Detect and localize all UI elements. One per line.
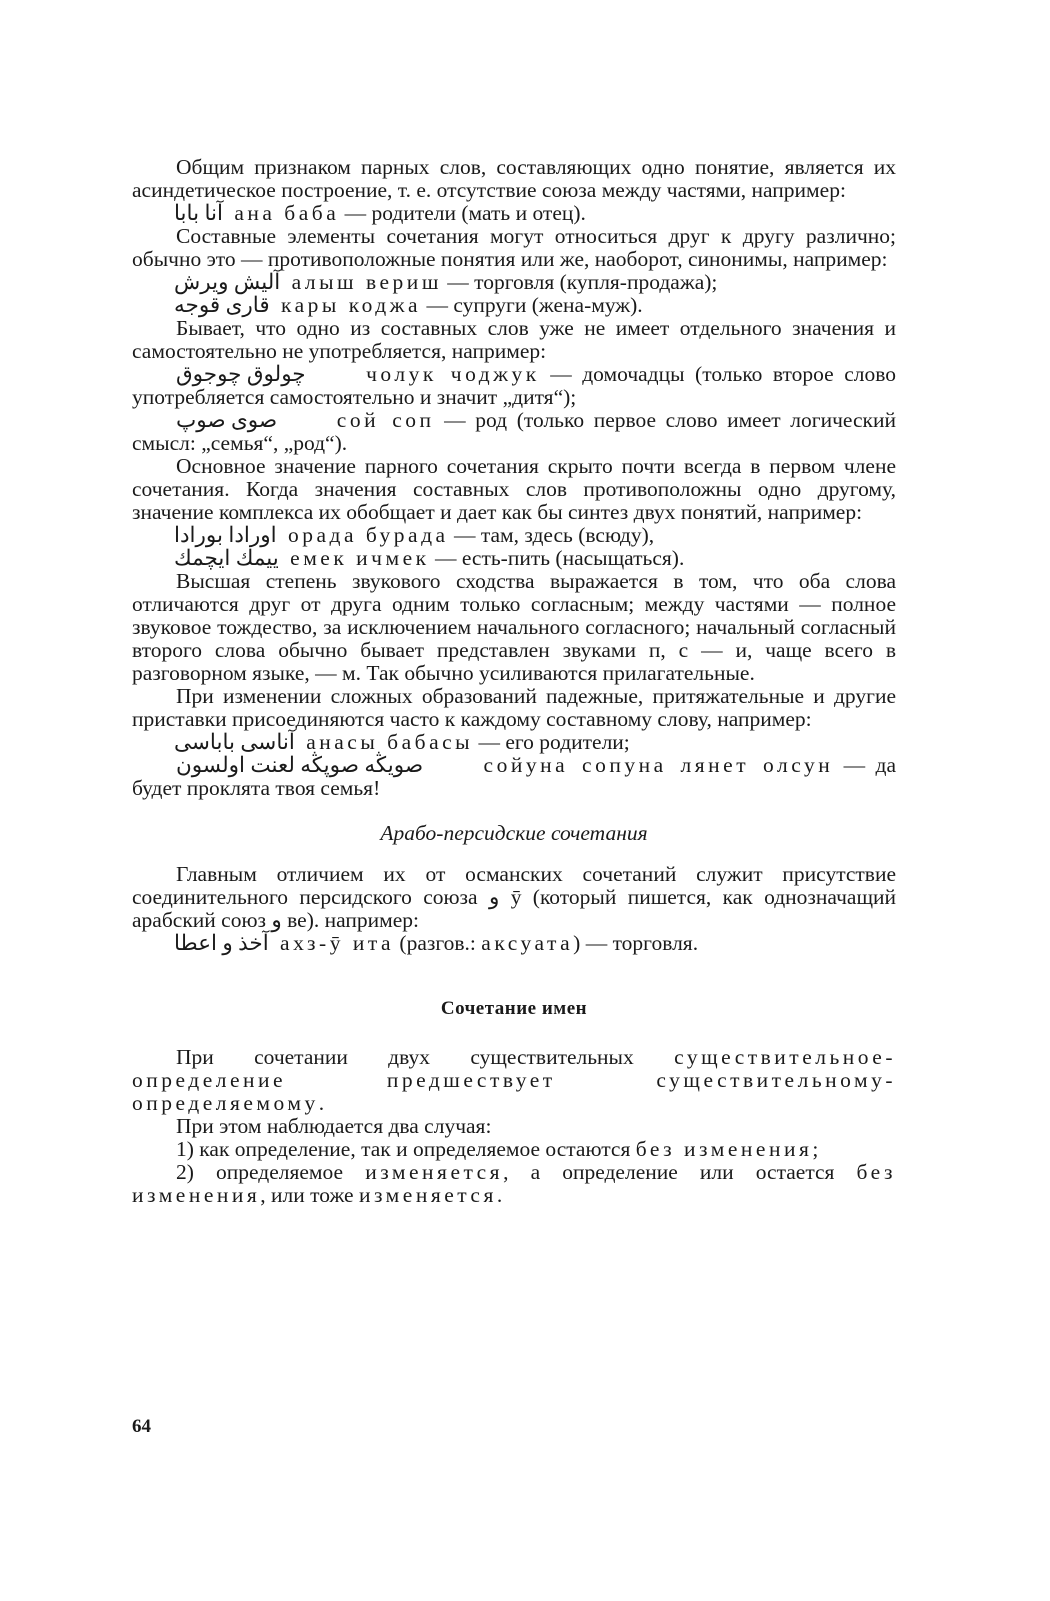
example-line — [132, 524, 896, 547]
spaced-term: без изменения — [132, 1160, 896, 1207]
paragraph: Главным отличием их от османских сочетаний служит присутствие соединительного персидского союза و ӯ (который пишется, как однозначащий арабский союз و ве). например: — [132, 862, 897, 932]
transliteration: сойуна сопуна лянет олсун — [483, 753, 834, 777]
text-run: 1) как определение, так и определяемое остаются — [176, 1137, 636, 1161]
transliteration: сой соп — [336, 408, 435, 432]
text-run: , а определение или остается — [503, 1160, 857, 1184]
paragraph: Основное значение парного сочетания скрыто почти всегда в первом члене сочетания. Когда значения составных слов противоположны одно другому, значение комплекса их обобщает и дает как бы синтез двух понятий, например: — [132, 454, 896, 524]
spaced-term: существительное-определение предшествует существительному-определяемому — [132, 1045, 896, 1115]
paragraph: При изменении сложных образований падежные, притяжательные и другие приставки присоединяются часто к каждому составному слову, например: — [132, 684, 896, 731]
text-run: 2) определяемое — [176, 1160, 366, 1184]
example-line — [132, 202, 896, 225]
arabic-script: آنا بابا — [174, 201, 223, 225]
gloss: — домочадцы (только второе слово употребляется самостоятельно и значит „дитя“); — [132, 362, 896, 409]
text-run: . — [496, 1183, 503, 1207]
spaced-term: без изменения — [635, 1137, 813, 1161]
arabic-script: ييمك ايچمك — [174, 546, 279, 570]
example-line — [132, 363, 896, 409]
transliteration: ана баба — [234, 201, 340, 225]
list-item — [132, 1138, 896, 1161]
example-line — [132, 409, 896, 455]
gloss: — торговля (купля-продажа); — [441, 270, 718, 294]
transliteration: анасы бабасы — [306, 730, 474, 754]
text-run: При сочетании двух существительных — [176, 1045, 675, 1069]
section-subheading: Арабо-персидские сочетания — [380, 821, 648, 845]
transliteration: емек ичмек — [290, 546, 430, 570]
gloss: — есть-пить (насыщаться). — [429, 546, 685, 570]
arabic-script: آناسى باباسى — [174, 730, 295, 754]
transliteration: орада бурада — [288, 523, 449, 547]
example-line — [132, 754, 896, 800]
paragraph: Общим признаком парных слов, составляющих одно понятие, является их асиндетическое построение, т. е. отсутствие союза между частями, например: — [132, 155, 896, 202]
transliteration: чолук чоджук — [366, 362, 540, 386]
arabic-script: قارى قوجه — [174, 293, 270, 317]
spaced-term: изменяется — [365, 1160, 504, 1184]
text-run: , или тоже — [260, 1183, 359, 1207]
spaced-term: изменяется — [358, 1183, 497, 1207]
paragraph: Высшая степень звукового сходства выражается в том, что оба слова отличаются друг от друга одним только согласным; между частями — полное звуковое тождество, за исключением начального согласного; начальный согласный второго слова обычно бывает представлен звуками п, с — и, чаще всего в разговорном языке, — м. Так обычно усиливаются прилагательные. — [132, 569, 896, 685]
example-line — [132, 547, 896, 570]
arabic-script: اورادا بورادا — [174, 523, 277, 547]
gloss: (разгов.: — [394, 931, 482, 955]
gloss: — там, здесь (всюду), — [448, 523, 655, 547]
gloss: — его родители; — [473, 730, 630, 754]
paragraph: Составные элементы сочетания могут относиться друг к другу различно; обычно это — противоположные понятия или же, наоборот, синонимы, например: — [132, 224, 896, 271]
section-heading: Сочетание имен — [440, 998, 588, 1019]
arabic-script: صويڭه صوپڭه لعنت اولسون — [176, 753, 424, 777]
example-line — [132, 271, 896, 294]
example-line — [132, 294, 896, 317]
transliteration: алыш вериш — [291, 270, 442, 294]
paragraph — [132, 1046, 896, 1115]
gloss: ) — торговля. — [573, 931, 699, 955]
body-text — [132, 156, 896, 1207]
text-run: . — [318, 1091, 325, 1115]
gloss: — да будет проклята твоя семья! — [132, 753, 897, 800]
page-number: 64 — [132, 1416, 151, 1437]
example-line — [132, 932, 896, 955]
paragraph: Бывает, что одно из составных слов уже не имеет отдельного значения и самостоятельно не употребляется, например: — [132, 316, 896, 363]
example-line — [132, 731, 896, 754]
arabic-script: صوى صوپ — [176, 408, 278, 432]
gloss: — родители (мать и отец). — [339, 201, 586, 225]
gloss: — род (только первое слово имеет логический смысл: „семья“, „род“). — [132, 408, 896, 455]
list-item — [132, 1161, 896, 1207]
arabic-script: چولوق چوجوق — [176, 362, 306, 386]
transliteration: кары коджа — [281, 293, 422, 317]
text-run: ; — [812, 1137, 819, 1161]
transliteration: аксуата — [481, 931, 574, 955]
paragraph: При этом наблюдается два случая: — [176, 1114, 492, 1138]
gloss: — супруги (жена-муж). — [421, 293, 643, 317]
arabic-script: آخذ و اعطا — [174, 931, 269, 955]
transliteration: ахз-ӯ ита — [280, 931, 395, 955]
arabic-script: آليش ويرش — [174, 270, 281, 294]
